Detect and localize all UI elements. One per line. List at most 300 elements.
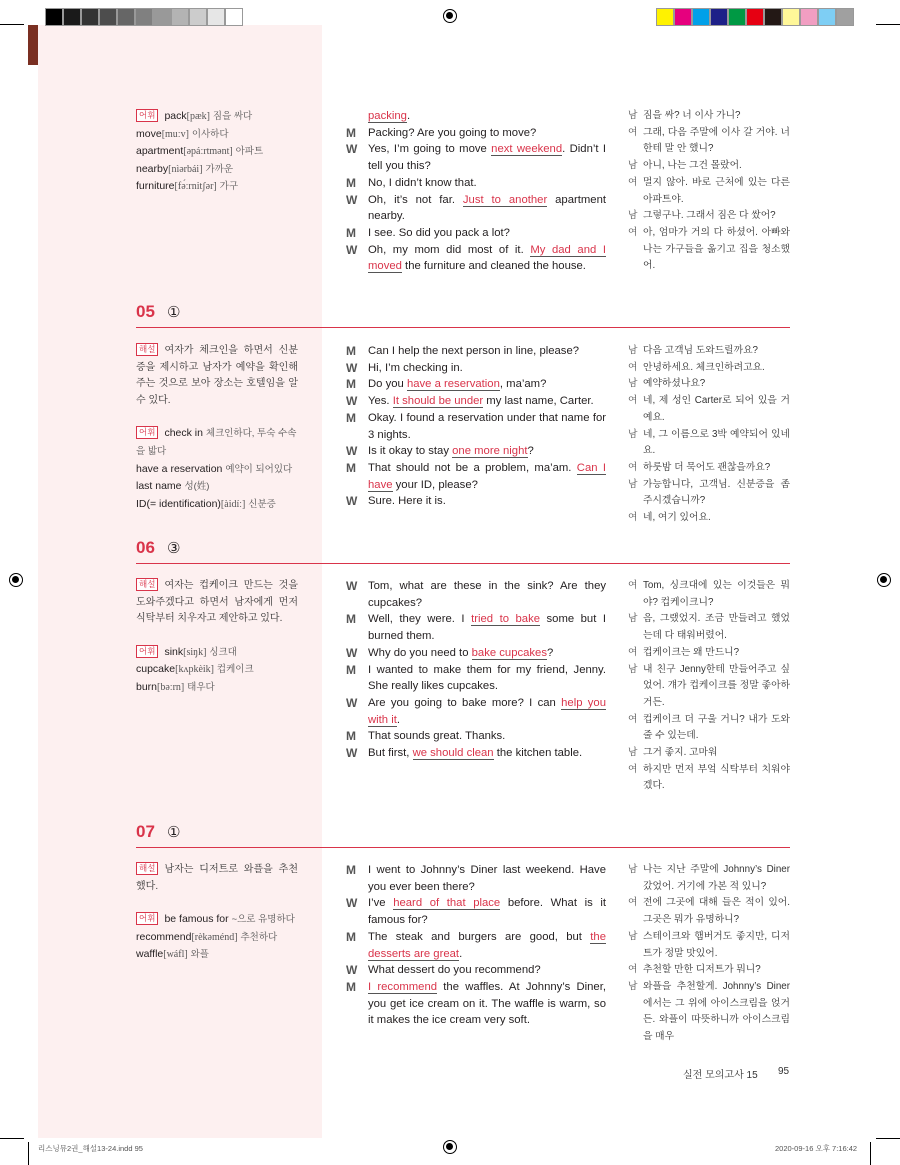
vocab-item <box>136 461 298 479</box>
dialogue-line <box>346 125 606 142</box>
answer-blank: Can I have <box>368 461 606 491</box>
explanation-tag: 해설 <box>136 862 158 875</box>
speaker-label: 여 <box>628 897 638 909</box>
crop-mark <box>0 1138 24 1139</box>
korean-translation <box>628 862 790 1046</box>
speaker-label: 남 <box>628 613 638 625</box>
speaker-label: 남 <box>628 110 638 121</box>
speaker-label: 남 <box>628 747 638 759</box>
speaker-label: 여 <box>628 461 638 473</box>
dialogue-line <box>346 895 606 928</box>
dialogue-segment: Why do you need to <box>368 646 472 659</box>
speaker-label: 남 <box>628 980 638 992</box>
dialogue-line <box>346 611 606 644</box>
dialogue-segment: Yes. <box>368 395 393 408</box>
crop-mark <box>876 1138 900 1139</box>
explanation-tag: 해설 <box>136 578 158 591</box>
dialogue-segment: your ID, please? <box>392 478 478 491</box>
explanation-text: 여자가 체크인을 하면서 신분증을 제시하고 남자가 예약을 확인해주는 것으로 보아 장소는 호텔임을 알 수 있다. <box>136 345 298 406</box>
dialogue-segment: the waffles. At Johnny’s Diner, you get ice cream on it. The waffle is warm, so it makes the ice cream very soft. <box>368 980 606 1027</box>
dialogue-segment: I see. So did you pack a lot? <box>368 226 510 239</box>
speaker-label: W <box>346 695 358 710</box>
translation-line <box>628 343 790 360</box>
dialogue-line <box>346 376 606 393</box>
dialogue-text <box>368 141 606 174</box>
dialogue-segment: Oh, my mom did most of it. <box>368 243 531 256</box>
dialogue-segment: But first, <box>368 747 413 760</box>
speaker-label <box>346 108 368 125</box>
crop-mark <box>876 24 900 25</box>
dialogue-segment: , ma’am? <box>499 378 547 391</box>
speaker-label: M <box>346 225 356 240</box>
dialogue-line <box>346 493 606 510</box>
translation-text: 네, 그 이름으로 3박 예약되어 있네요. <box>643 428 790 457</box>
translation-line <box>628 208 790 225</box>
dialogue-text <box>368 225 606 242</box>
dialogue-text <box>368 895 606 928</box>
section-header <box>136 822 790 848</box>
dialogue-line <box>346 141 606 174</box>
vocab-meaning: 성(姓) <box>184 481 210 493</box>
vocab-meaning: 체크인하다, 투숙 수속을 밟다 <box>136 428 297 457</box>
vocab-item <box>136 108 298 126</box>
spacer <box>136 409 298 425</box>
page-number: 95 <box>778 1066 790 1077</box>
speaker-label: 남 <box>628 428 638 440</box>
color-swatch <box>728 8 746 26</box>
vocab-item <box>136 946 298 964</box>
dialogue <box>346 343 606 510</box>
dialogue-line <box>346 662 606 695</box>
speaker-label: 여 <box>628 176 638 188</box>
translation-text: 컵케이크는 왜 만드니? <box>643 646 740 658</box>
speaker-label: W <box>346 142 358 157</box>
dialogue-text <box>368 662 606 695</box>
dialogue-segment: Oh, it’s not far. <box>368 193 463 206</box>
answer-choice: ① <box>167 304 181 321</box>
translation-line <box>628 645 790 662</box>
answer-blank: help you with it <box>368 696 606 726</box>
spacer <box>136 895 298 911</box>
color-swatch <box>836 8 854 26</box>
vocab-item <box>136 679 298 697</box>
translation-line <box>628 962 790 979</box>
color-swatch <box>782 8 800 26</box>
translation-text: 그래, 다음 주말에 이사 갈 거야. 너한테 말 안 했니? <box>643 126 790 155</box>
speaker-label: M <box>346 863 356 877</box>
vocab-item <box>136 478 298 496</box>
dialogue-segment: the furniture and cleaned the house. <box>401 260 586 273</box>
speaker-label: W <box>346 963 358 978</box>
answer-blank: Just to another <box>462 193 548 206</box>
speaker-label: W <box>346 444 358 459</box>
answer-blank: have a reservation <box>406 378 500 391</box>
dialogue <box>346 862 606 1029</box>
color-swatch <box>692 8 710 26</box>
dialogue-segment: apartment nearby. <box>368 193 606 223</box>
speaker-label: 남 <box>628 378 638 390</box>
translation-text: 와플을 추천할게. Johnny’s Diner에서는 그 위에 아이스크림을 얹거든. 와플이 따뜻하니까 아이스크림을 매우 <box>643 980 790 1043</box>
speaker-label: 여 <box>628 395 638 407</box>
vocab-meaning: 짐을 싸다 <box>212 111 253 122</box>
translation-line <box>628 578 790 611</box>
translation-line <box>628 745 790 762</box>
dialogue-line <box>346 695 606 728</box>
dialogue-segment: I’ve <box>368 897 394 910</box>
translation-text: 짐을 싸? 너 이사 가니? <box>643 110 741 121</box>
dialogue-segment: Is it okay to stay <box>368 445 453 458</box>
translation-line <box>628 125 790 158</box>
korean-translation <box>628 578 790 795</box>
translation-line <box>628 460 790 477</box>
footer-title: 실전 모의고사 15 <box>683 1070 758 1081</box>
dialogue-text <box>368 862 606 895</box>
dialogue-text <box>368 493 606 510</box>
answer-blank: packing <box>368 110 407 122</box>
dialogue-segment: Well, they were. I <box>368 613 472 626</box>
translation-text: 아니, 나는 그건 몰랐어. <box>643 160 742 172</box>
vocab-item <box>136 126 298 144</box>
section-header <box>136 538 790 564</box>
translation-text: 컵케이크 더 구울 거니? 내가 도와줄 수 있는데. <box>643 713 790 742</box>
dialogue-text <box>368 376 606 393</box>
dialogue-text <box>368 125 606 142</box>
speaker-label: M <box>346 175 356 190</box>
answer-blank: I recommend <box>368 980 438 993</box>
dialogue-text <box>368 611 606 644</box>
answer-blank: next weekend <box>491 143 563 156</box>
dialogue-text <box>368 393 606 410</box>
dialogue <box>346 108 606 275</box>
registration-mark-icon <box>443 9 457 23</box>
korean-translation <box>628 343 790 527</box>
translation-line <box>628 393 790 426</box>
dialogue-text <box>368 645 606 662</box>
dialogue-segment: I went to Johnny’s Diner last weekend. Have you ever been there? <box>368 864 606 893</box>
vocab-pronunciation: [nìərbái] <box>168 163 203 175</box>
gray-swatch <box>207 8 225 26</box>
translation-text: 나는 지난 주말에 Johnny’s Diner 갔었어. 거기에 가본 적 있니? <box>643 864 790 892</box>
vocab-tag: 어휘 <box>136 645 158 658</box>
dialogue-line <box>346 360 606 377</box>
translation-line <box>628 929 790 962</box>
translation-line <box>628 175 790 208</box>
vocab-pronunciation: [əpáːrtmənt] <box>183 146 233 158</box>
answer-blank: My dad and I moved <box>368 243 606 273</box>
dialogue-segment: Can I help the next person in line, please? <box>368 345 580 357</box>
translation-text: 네, 제 성인 Carter로 되어 있을 거예요. <box>643 395 790 423</box>
translation-text: 아, 엄마가 거의 다 하셨어. 아빠와 나는 가구들을 옮기고 집을 청소했어. <box>643 226 790 272</box>
explanation <box>136 862 298 895</box>
translation-text: 내 친구 Jenny한테 만들어주고 싶었어. 걔가 컵케이크를 정말 좋아하거든. <box>643 663 790 708</box>
gray-swatch <box>189 8 207 26</box>
dialogue-text <box>368 728 606 745</box>
speaker-label: 여 <box>628 226 638 238</box>
translation-line <box>628 862 790 895</box>
spine-edge <box>28 25 38 65</box>
speaker-label: M <box>346 979 356 994</box>
vocab-meaning: 추천하다 <box>240 931 278 943</box>
vocab-pronunciation: [wáfl] <box>163 949 188 961</box>
vocab-tag: 어휘 <box>136 912 158 925</box>
vocab-item <box>136 661 298 679</box>
dialogue-line <box>346 343 606 360</box>
color-swatch <box>656 8 674 26</box>
vocab-item <box>136 178 298 196</box>
explanation-text: 여자는 컵케이크 만드는 것을 도와주겠다고 하면서 남자에게 먼저 식탁부터 치우자고 제안하고 있다. <box>136 580 298 625</box>
dialogue-line <box>346 410 606 443</box>
answer-blank: heard of that place <box>393 897 501 910</box>
translation-text: 안녕하세요. 체크인하려고요. <box>643 361 765 373</box>
dialogue-segment: . Didn’t I tell you this? <box>368 143 607 173</box>
speaker-label: W <box>346 645 358 660</box>
vocab-meaning: 신분증 <box>248 498 276 510</box>
translation-text: 그거 좋지. 고마워 <box>643 747 718 759</box>
vocab-meaning: 가구 <box>219 181 239 193</box>
speaker-label: 여 <box>628 126 638 138</box>
vocab-word: furniture <box>136 180 175 193</box>
color-swatch <box>764 8 782 26</box>
answer-choice: ③ <box>167 540 181 557</box>
speaker-label: M <box>346 662 356 677</box>
dialogue-segment: What dessert do you recommend? <box>368 964 541 977</box>
crop-mark <box>28 1142 29 1165</box>
dialogue-line <box>346 929 606 962</box>
dialogue-line <box>346 175 606 192</box>
dialogue-segment: Sure. Here it is. <box>368 495 446 508</box>
dialogue-text <box>368 410 606 443</box>
speaker-label: 여 <box>628 512 638 524</box>
vocab-item <box>136 143 298 161</box>
speaker-label: M <box>346 344 356 358</box>
crop-mark <box>870 1142 871 1165</box>
translation-text: 예약하셨나요? <box>643 378 706 390</box>
vocab-item <box>136 161 298 179</box>
color-swatch <box>674 8 692 26</box>
vocab-pronunciation: [bəːrn] <box>157 681 185 693</box>
vocab-meaning: 아파트 <box>235 146 264 158</box>
dialogue-segment: Packing? Are you going to move? <box>368 126 537 139</box>
dialogue-text <box>368 962 606 979</box>
speaker-label: W <box>346 494 358 509</box>
translation-text: 그렇구나. 그래서 짐은 다 쌌어? <box>643 210 776 222</box>
dialogue-line <box>346 242 606 275</box>
vocab-item <box>136 911 298 929</box>
vocab-word: apartment <box>136 145 184 158</box>
dialogue-line <box>346 578 606 611</box>
vocab-word: ID(= identification) <box>136 497 221 510</box>
speaker-label: W <box>346 746 358 761</box>
vocab-meaning: 가까운 <box>205 163 233 175</box>
translation-text: 가능합니다, 고객님. 신분증을 좀 주시겠습니까? <box>643 478 790 507</box>
gray-swatch <box>117 8 135 26</box>
vocab-meaning: 싱크대 <box>209 646 237 658</box>
vocab-word: check in <box>164 427 203 440</box>
vocab-tag: 어휘 <box>136 109 158 122</box>
dialogue-line <box>346 393 606 410</box>
notes-column <box>136 862 298 964</box>
vocab-word: nearby <box>136 162 169 175</box>
color-swatch <box>710 8 728 26</box>
dialogue-line <box>346 728 606 745</box>
vocab-pronunciation: [pæk] <box>186 111 210 122</box>
translation-line <box>628 762 790 795</box>
speaker-label: W <box>346 192 358 207</box>
dialogue-segment: some but I burned them. <box>368 613 607 643</box>
speaker-label: M <box>346 929 356 944</box>
translation-line <box>628 427 790 460</box>
dialogue-text <box>368 695 606 728</box>
translation-line <box>628 979 790 1046</box>
speaker-label: M <box>346 377 356 392</box>
answer-choice: ① <box>167 824 181 841</box>
translation-text: 하룻밤 더 묵어도 괜찮을까요? <box>643 461 771 473</box>
cmyk-color-bar <box>656 8 854 26</box>
dialogue-segment: That sounds great. Thanks. <box>368 730 506 743</box>
explanation <box>136 343 298 409</box>
speaker-label: 여 <box>628 580 638 591</box>
vocab-word: waffle <box>136 948 164 961</box>
explanation <box>136 578 298 628</box>
translation-text: 다음 고객님 도와드릴까요? <box>643 345 758 356</box>
speaker-label: 남 <box>628 663 638 675</box>
vocab-meaning: 예약이 되어있다 <box>225 463 293 475</box>
dialogue-line <box>346 862 606 895</box>
translation-line <box>628 108 790 125</box>
speaker-label: W <box>346 896 358 911</box>
vocab-meaning: 컵케이크 <box>216 664 254 676</box>
answer-blank: we should clean <box>412 747 494 760</box>
dialogue-segment: before. What is it famous for? <box>368 897 606 927</box>
speaker-label: M <box>346 460 356 475</box>
dialogue-text <box>368 979 606 1029</box>
translation-line <box>628 225 790 275</box>
color-swatch <box>746 8 764 26</box>
speaker-label: 여 <box>628 646 638 658</box>
vocab-word: sink <box>164 645 184 658</box>
dialogue-text <box>368 929 606 962</box>
speaker-label: 여 <box>628 964 638 976</box>
dialogue-segment: Tom, what are these in the sink? Are they cupcakes? <box>368 580 606 609</box>
notes-column <box>136 343 298 513</box>
vocab-word: last name <box>136 480 182 493</box>
speaker-label: W <box>346 360 358 375</box>
gray-swatch <box>153 8 171 26</box>
vocab-word: have a reservation <box>136 462 223 475</box>
gray-swatch <box>225 8 243 26</box>
translation-text: 하지만 먼저 부엌 식탁부터 치워야겠다. <box>643 763 790 792</box>
korean-translation <box>628 108 790 275</box>
answer-blank: one more night <box>452 445 528 458</box>
question-number: 05 <box>136 302 155 321</box>
speaker-label: M <box>346 612 356 627</box>
crop-mark <box>0 24 24 25</box>
dialogue-line <box>346 745 606 762</box>
speaker-label: W <box>346 242 358 257</box>
speaker-label: M <box>346 729 356 744</box>
speaker-label: 남 <box>628 160 638 172</box>
translation-text: 음, 그랬었지. 조금 만들려고 했었는데 다 태워버렸어. <box>643 613 790 642</box>
dialogue-line <box>346 645 606 662</box>
dialogue-segment: ? <box>527 445 534 458</box>
speaker-label: 여 <box>628 361 638 373</box>
explanation-text: 남자는 디저트로 와플을 추천했다. <box>136 864 298 892</box>
vocab-meaning: 이사하다 <box>191 128 229 140</box>
translation-line <box>628 477 790 510</box>
vocab-tag: 어휘 <box>136 426 158 439</box>
translation-text: Tom, 싱크대에 있는 이것들은 뭐야? 컵케이크니? <box>643 580 790 608</box>
dialogue-text <box>368 460 606 493</box>
vocab-meaning: 와플 <box>190 949 209 961</box>
vocab-item <box>136 929 298 947</box>
dialogue-line <box>346 108 606 125</box>
translation-line <box>628 158 790 175</box>
dialogue <box>346 578 606 762</box>
translation-line <box>628 712 790 745</box>
dialogue-segment: my last name, Carter. <box>483 395 594 408</box>
dialogue-text <box>368 192 606 225</box>
speaker-label: 여 <box>628 713 638 725</box>
vocab-meaning: ~으로 유명하다 <box>231 914 295 926</box>
dialogue-segment: I wanted to make them for my friend, Jenny. She really likes cupcakes. <box>368 663 606 693</box>
speaker-label: 남 <box>628 345 638 356</box>
slug-date: 2020-09-16 오후 7:16:42 <box>775 1144 858 1153</box>
color-swatch <box>818 8 836 26</box>
dialogue-line <box>346 962 606 979</box>
registration-mark-icon <box>9 573 23 587</box>
vocab-word: burn <box>136 680 158 693</box>
translation-line <box>628 662 790 712</box>
spacer <box>136 628 298 644</box>
speaker-label: 남 <box>628 478 638 490</box>
vocab-word: recommend <box>136 930 192 943</box>
translation-text: 스테이크와 햄버거도 좋지만, 디저트가 정말 맛있어. <box>643 930 790 959</box>
translation-text: 추천할 만한 디저트가 뭐니? <box>643 964 761 976</box>
translation-line <box>628 360 790 377</box>
question-number: 07 <box>136 822 155 841</box>
vocab-pronunciation: [muːv] <box>161 128 189 140</box>
dialogue-text <box>368 108 606 125</box>
dialogue-segment: The steak and burgers are good, but <box>368 930 591 943</box>
notes-column <box>136 578 298 697</box>
speaker-label: 남 <box>628 930 638 942</box>
vocab-item <box>136 496 298 514</box>
vocab-pronunciation: [kʌpkèik] <box>175 664 214 676</box>
vocab-word: cupcake <box>136 663 176 676</box>
registration-mark-icon <box>877 573 891 587</box>
gray-color-bar <box>45 8 243 26</box>
speaker-label: M <box>346 410 356 425</box>
vocab-meaning: 태우다 <box>187 681 215 693</box>
dialogue-text <box>368 443 606 460</box>
dialogue-text <box>368 242 606 275</box>
vocab-word: be famous for <box>164 913 229 926</box>
question-number: 06 <box>136 538 155 557</box>
dialogue-line <box>346 192 606 225</box>
translation-text: 멀지 않아. 바로 근처에 있는 다른 아파트야. <box>643 176 790 205</box>
vocab-item <box>136 644 298 662</box>
notes-column <box>136 108 298 196</box>
speaker-label: W <box>346 579 358 593</box>
answer-blank: bake cupcakes <box>471 646 547 659</box>
vocab-word: move <box>136 127 162 140</box>
dialogue-segment: the kitchen table. <box>493 747 583 760</box>
gray-swatch <box>45 8 63 26</box>
color-swatch <box>800 8 818 26</box>
answer-blank: tried to bake <box>471 613 540 626</box>
slug-filename: 리스닝뮤2권_해설13-24.indd 95 <box>38 1144 143 1153</box>
translation-line <box>628 895 790 928</box>
